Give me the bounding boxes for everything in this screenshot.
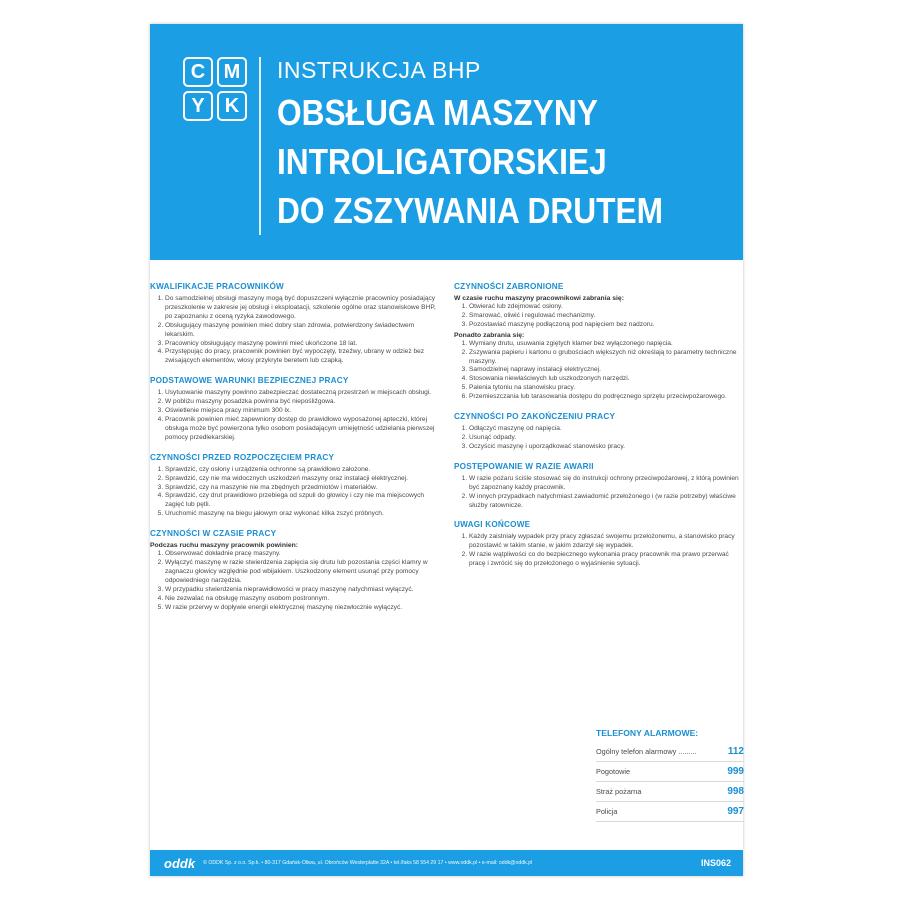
phone-row	[596, 762, 744, 782]
list-item: 3. Pracownicy obsługujący maszynę powinni mieć ukończone 18 lat.	[165, 340, 442, 349]
section-final-notes	[454, 520, 746, 569]
logo-letter-k: K	[217, 91, 247, 121]
item-list	[454, 475, 746, 511]
oddk-logo: oddk	[164, 855, 196, 871]
list-item: 3. W przypadku stwierdzenia nieprawidłowości w pracy maszynę natychmiast wyłączyć.	[165, 586, 442, 595]
list-item: 5. W razie przerwy w dopływie energii elektrycznej maszynę niezwłocznie wyłączyć.	[165, 604, 442, 613]
header-banner	[150, 24, 743, 260]
section-subtitle: Ponadto zabrania się:	[454, 331, 525, 339]
header-kicker: INSTRUKCJA BHP	[277, 57, 481, 83]
section-title: CZYNNOŚCI ZABRONIONE	[454, 282, 564, 291]
list-item: 2. Usunąć odpady.	[469, 434, 746, 443]
left-column	[150, 282, 442, 622]
list-item: 1. W razie pożaru ściśle stosować się do instrukcji ochrony przeciwpożarowej, z którą powinien być zapoznany każdy pracownik.	[469, 475, 746, 493]
item-list	[150, 466, 442, 519]
right-column	[454, 282, 746, 579]
list-item: 5. Uruchomić maszynę na biegu jałowym oraz wykonać kilka zszyć próbnych.	[165, 510, 442, 519]
section-title: PODSTAWOWE WARUNKI BEZPIECZNEJ PRACY	[150, 376, 349, 386]
list-item: 2. Sprawdzić, czy nie ma widocznych uszkodzeń maszyny oraz instalacji elektrycznej.	[165, 475, 442, 484]
item-list	[454, 303, 746, 330]
footer-contact: © ODDK Sp. z o.o. Sp.k. • 80-317 Gdańsk-Oliwa, ul. Obrońców Westerplatte 32A • tel./faks 58 554 29 17 • www.oddk.pl • e-mail: oddk@oddk.pl	[203, 860, 533, 866]
section-emergency	[454, 462, 746, 511]
list-item: 3. Oświetlenie miejsca pracy minimum 300 lx.	[165, 407, 442, 416]
item-list	[454, 425, 746, 452]
list-item: 5. Palenia tytoniu na stanowisku pracy.	[469, 384, 746, 393]
page-title	[277, 88, 663, 235]
title-line-3: DO ZSZYWANIA DRUTEM	[277, 190, 664, 231]
list-item: 4. Stosowania niewłaściwych lub uszkodzonych narzędzi.	[469, 375, 746, 384]
phone-row	[596, 802, 744, 822]
phone-row	[596, 782, 744, 802]
list-item: 2. W razie wątpliwości co do bezpiecznego wykonania pracy pracownik ma prawo przerwać pracę i zwrócić się do przełożonego o wyjaśnienie sytuacji.	[469, 551, 746, 569]
header-divider	[259, 57, 261, 235]
document-code: INS062	[700, 858, 731, 868]
emergency-phones	[596, 728, 744, 822]
list-item: 1. Wymiany drutu, usuwania zgiętych klamer bez wyłączonego napięcia.	[469, 340, 746, 349]
section-qualifications	[150, 282, 442, 366]
list-item: 1. Otwierać lub zdejmować osłony.	[469, 303, 746, 312]
section-title: KWALIFIKACJE PRACOWNIKÓW	[150, 282, 284, 291]
section-subtitle: W czasie ruchu maszyny pracownikowi zabrania się:	[454, 295, 624, 302]
item-list	[150, 550, 442, 612]
phone-label: Straż pożarna	[596, 787, 642, 796]
section-basic-conditions	[150, 376, 442, 442]
title-line-2: INTROLIGATORSKIEJ	[277, 141, 607, 182]
list-item: 2. Obsługujący maszynę powinien mieć dobry stan zdrowia, potwierdzony świadectwem lekarskim.	[165, 322, 442, 340]
list-item: 3. Sprawdzić, czy na maszynie nie ma zbędnych przedmiotów i materiałów.	[165, 484, 442, 493]
item-list	[150, 295, 442, 366]
list-item: 1. Obserwować dokładnie pracę maszyny.	[165, 550, 442, 559]
section-before-work	[150, 453, 442, 519]
logo-letter-c: C	[183, 57, 213, 87]
list-item: 4. Pracownik powinien mieć zapewniony dostęp do prawidłowo wyposażonej apteczki, której obsługa może być powierzona tylko osobom posiadającym umiejętność udzielania pierwszej pomocy przedlekarskiej.	[165, 416, 442, 443]
list-item: 3. Samodzielnej naprawy instalacji elektrycznej.	[469, 366, 746, 375]
list-item: 2. Zszywania papieru i kartonu o grubościach większych niż określają to parametry techniczne maszyny.	[469, 349, 746, 367]
phone-number: 112	[727, 746, 744, 757]
section-title: CZYNNOŚCI W CZASIE PRACY	[150, 529, 277, 539]
list-item: 4. Sprawdzić, czy drut prawidłowo przebiega od szpuli do głowicy i czy nie ma miejscowych zagięć lub pętli.	[165, 492, 442, 510]
section-forbidden	[454, 282, 746, 402]
list-item: 1. Do samodzielnej obsługi maszyny mogą być dopuszczeni wyłącznie pracownicy posiadający przeszkolenie w zakresie jej obsługi i eksploatacji, szkolenie ogólne oraz stanowiskowe BHP, po zapoznaniu z oceną ryzyka zawodowego.	[165, 295, 442, 322]
phone-number: 998	[727, 786, 744, 797]
phone-number: 999	[727, 766, 744, 777]
section-title: CZYNNOŚCI PRZED ROZPOCZĘCIEM PRACY	[150, 452, 335, 462]
title-line-1: OBSŁUGA MASZYNY	[277, 92, 598, 133]
section-title: CZYNNOŚCI PO ZAKOŃCZENIU PRACY	[454, 412, 616, 422]
phone-label: Ogólny telefon alarmowy .........	[596, 747, 697, 756]
logo-letter-m: M	[217, 57, 247, 87]
list-item: 1. Usytuowanie maszyny powinno zabezpieczać dostateczną przestrzeń w miejscach obsługi.	[165, 389, 442, 398]
logo-letter-y: Y	[183, 91, 213, 121]
list-item: 3. Pozostawiać maszynę podłączoną pod napięciem bez nadzoru.	[469, 321, 746, 330]
section-title: POSTĘPOWANIE W RAZIE AWARII	[454, 461, 594, 471]
list-item: 1. Odłączyć maszynę od napięcia.	[469, 425, 746, 434]
list-item: 2. Wyłączyć maszynę w razie stwierdzenia zapięcia się drutu lub pozostania części klamry w zagnaczu głowicy względnie pod wbijakiem. Uszkodzony element usunąć przy pomocy odpowiedniego narzędzia.	[165, 559, 442, 586]
phone-row	[596, 742, 744, 762]
footer-bar	[150, 850, 743, 876]
phone-label: Policja	[596, 807, 618, 816]
list-item: 2. W innych przypadkach natychmiast zawiadomić przełożonego i (w razie potrzeby) właściwe służby ratownicze.	[469, 493, 746, 511]
section-during-work	[150, 529, 442, 612]
section-title: UWAGI KOŃCOWE	[454, 520, 531, 530]
cmyk-logo	[183, 57, 247, 121]
list-item: 1. Każdy zaistniały wypadek przy pracy zgłaszać swojemu przełożonemu, a stanowisko pracy pozostawić w takim stanie, w jakim zdarzył się wypadek.	[469, 533, 746, 551]
list-item: 4. Nie zezwalać na obsługę maszyny osobom postronnym.	[165, 595, 442, 604]
section-after-work	[454, 412, 746, 452]
list-item: 3. Oczyścić maszynę i uporządkować stanowisko pracy.	[469, 443, 746, 452]
list-item: 1. Sprawdzić, czy osłony i urządzenia ochronne są prawidłowo założone.	[165, 466, 442, 475]
instruction-sheet	[150, 24, 743, 876]
item-list	[150, 389, 442, 442]
item-list	[454, 340, 746, 402]
section-subtitle: Podczas ruchu maszyny pracownik powinien:	[150, 542, 299, 550]
list-item: 2. W pobliżu maszyny posadzka powinna być niepośliźgowa.	[165, 398, 442, 407]
list-item: 4. Przystępując do pracy, pracownik powinien być wypoczęty, trzeźwy, ubrany w odzież bez zwisających elementów, włosy przykryte beretem lub czapką.	[165, 348, 442, 366]
phone-label: Pogotowie	[596, 767, 631, 776]
item-list	[454, 533, 746, 569]
phones-title: TELEFONY ALARMOWE:	[596, 728, 699, 738]
list-item: 2. Smarować, oliwić i regulować mechanizmy.	[469, 312, 746, 321]
phone-number: 997	[727, 806, 744, 817]
list-item: 6. Przemieszczania lub tarasowania dostępu do podręcznego sprzętu przeciwpożarowego.	[469, 393, 746, 402]
